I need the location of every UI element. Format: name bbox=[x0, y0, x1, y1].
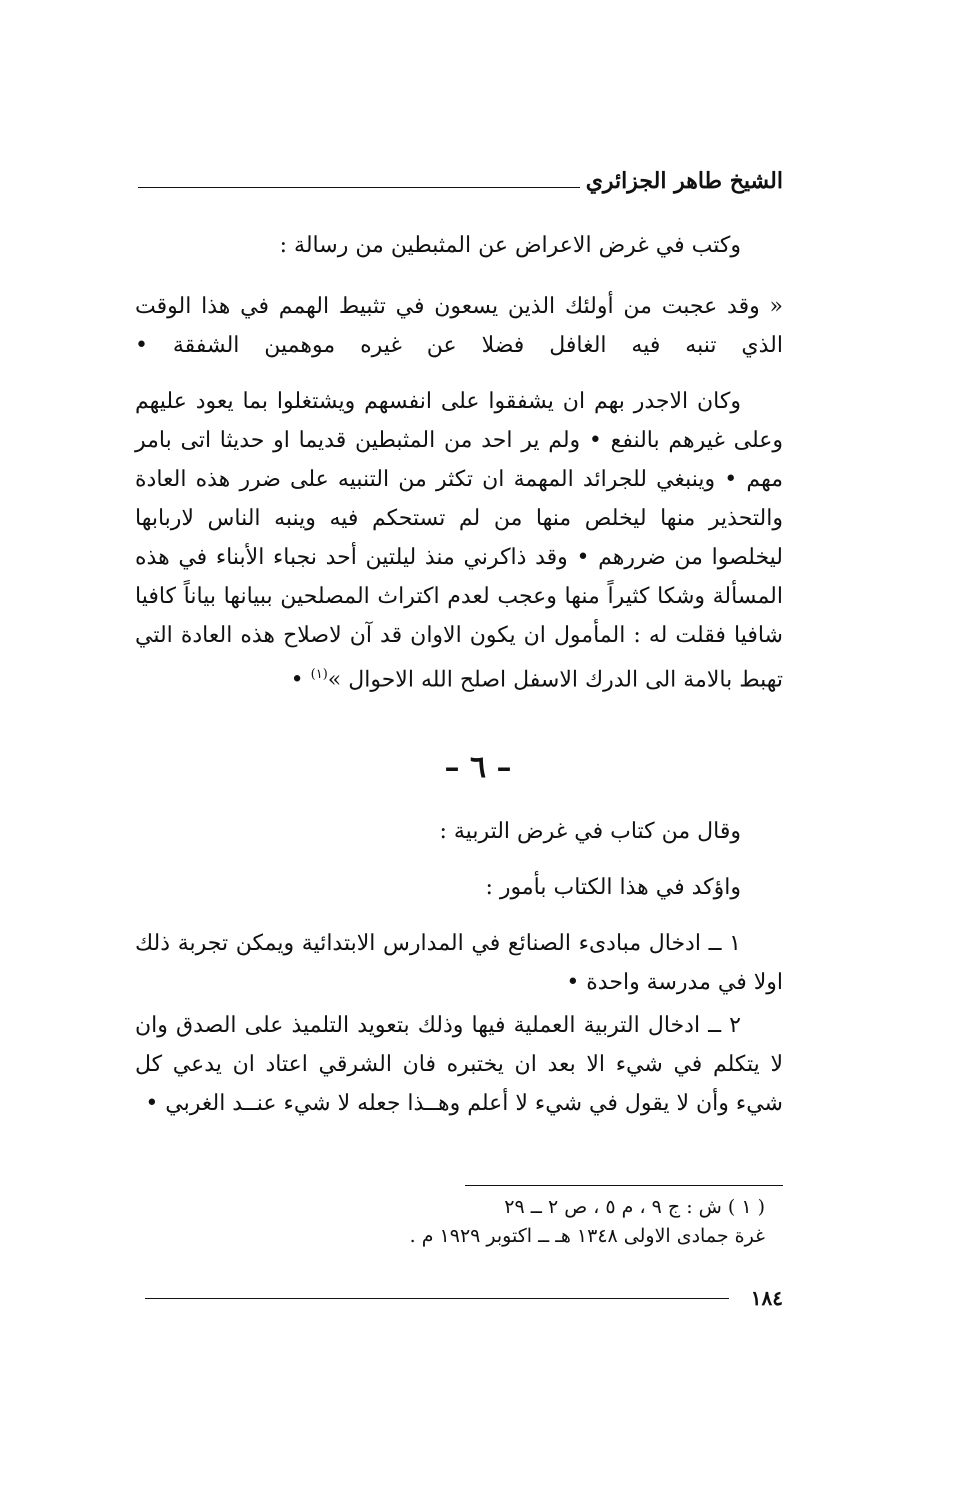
paragraph-intro: وكتب في غرض الاعراض عن المثبطين من رسالة : bbox=[279, 233, 741, 258]
header-rule bbox=[138, 187, 580, 188]
footer-rule bbox=[145, 1298, 729, 1299]
paragraph-quote-body bbox=[135, 382, 783, 699]
section-number: – ٦ – bbox=[444, 750, 512, 785]
quote-body-text: وكان الاجدر بهم ان يشفقوا على انفسهم ويشتغلوا بما يعود عليهم وعلى غيرهم بالنفع • ولم ير احد من المثبطين قديما او حديثا اتى بامر مهم • وينبغي للجرائد المهمة ان تكثر من التنبيه على ضرر هذه العادة والتحذير منها ليخلص منها من لم تستحكم فيه وينبه الناس لاربابها ليخلصوا من ضررهم • وقد ذاكرني منذ ليلتين أحد نجباء الأبناء في هذه المسألة وشكا كثيراً منها وعجب لعدم اكتراث المصلحين ببيانها بياناً كافيا شافيا فقلت له : المأمول ان يكون الاوان قد آن لاصلاح هذه العادة التي تهبط بالامة الى الدرك الاسفل اصلح الله الاحوال » bbox=[135, 389, 783, 693]
paragraph-quote-start: « وقد عجبت من أولئك الذين يسعون في تثبيط الهمم في هذا الوقت الذي تنبه فيه الغافل فضلا عن غيره موهمين الشفقة • bbox=[135, 294, 783, 358]
footnote-separator bbox=[465, 1185, 783, 1186]
quote-body-tail: • bbox=[290, 667, 311, 693]
footnote-line-2: غرة جمادى الاولى ١٣٤٨ هـ ــ اكتوبر ١٩٢٩ م . bbox=[409, 1225, 765, 1247]
running-header-title: الشيخ طاهر الجزائري bbox=[585, 168, 783, 194]
running-header bbox=[138, 168, 783, 194]
page-number: ١٨٤ bbox=[750, 1286, 783, 1310]
footnote-line-1: ( ١ ) ش : ج ٩ ، م ٥ ، ص ٢ ــ ٢٩ bbox=[504, 1196, 765, 1218]
paragraph-emphasis: واؤكد في هذا الكتاب بأمور : bbox=[485, 875, 741, 900]
paragraph-education-intro: وقال من كتاب في غرض التربية : bbox=[439, 819, 741, 844]
page-footer bbox=[145, 1286, 783, 1310]
list-item-1: ١ ــ ادخال مبادىء الصنائع في المدارس الابتدائية ويمكن تجربة ذلك اولا في مدرسة واحدة • bbox=[135, 931, 783, 995]
list-item-2: ٢ ــ ادخال التربية العملية فيها وذلك بتعويد التلميذ على الصدق وان لا يتكلم في شيء الا بعد ان يختبره فان الشرقي اعتاد ان يدعي كل شيء وأن لا يقول في شيء لا أعلم وهــذا جعله لا شيء عنــد الغربي • bbox=[135, 1013, 783, 1116]
footnote-ref: (١) bbox=[310, 667, 328, 682]
